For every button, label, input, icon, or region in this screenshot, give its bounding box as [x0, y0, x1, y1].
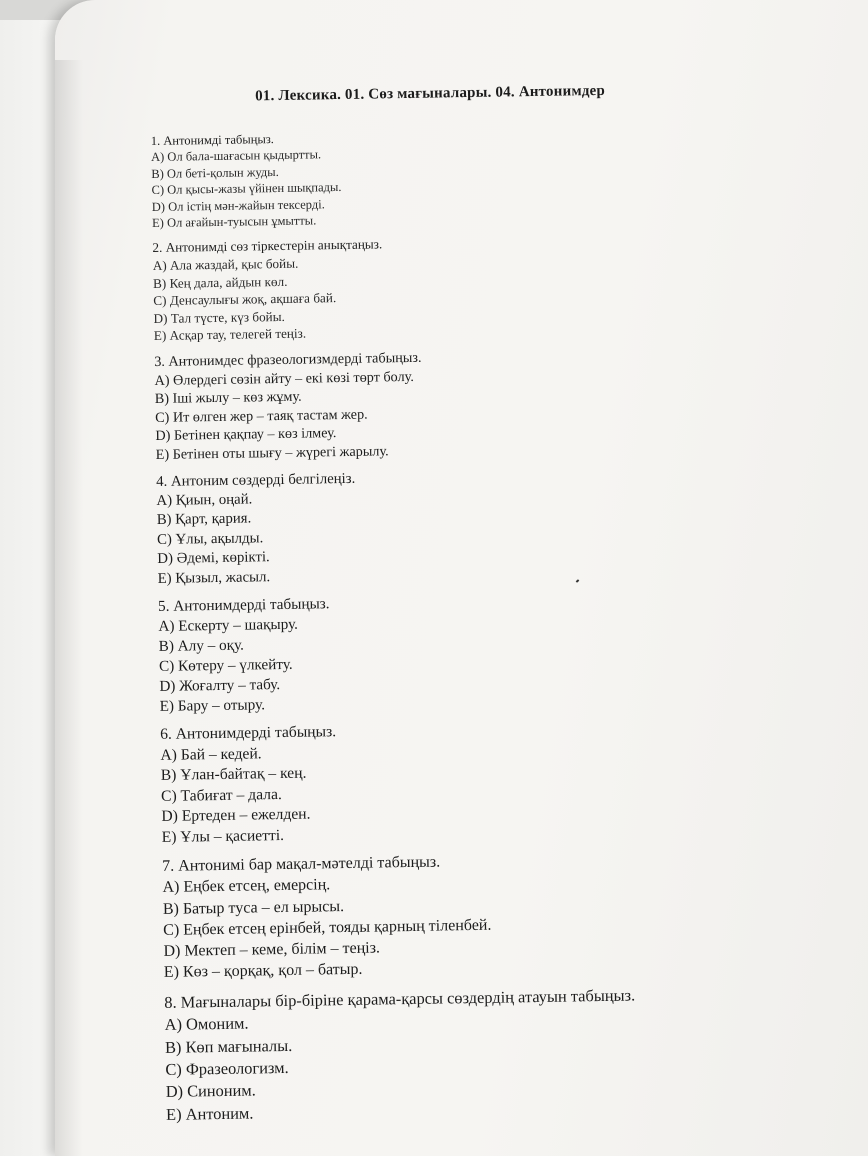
answer-option: C) Ұлы, ақылды.: [156, 530, 264, 548]
page-title: 01. Лексика. 01. Сөз мағыналары. 04. Антонимдер: [255, 82, 606, 105]
page-gutter-shadow: [55, 60, 83, 1156]
answer-option: B) Көп мағыналы.: [164, 1035, 293, 1057]
question-stem: 2. Антонимді сөз тіркестерін анықтаңыз.: [152, 236, 383, 256]
question-stem: 1. Антонимді табыңыз.: [150, 132, 274, 148]
question-stem: 7. Антонимі бар мақал-мәтелді табыңыз.: [162, 853, 441, 875]
answer-option: C) Ол қысы-жазы үйінен шықпады.: [151, 180, 342, 198]
answer-option: A) Өлердегі сөзін айту – екі көзі төрт болу.: [154, 368, 414, 389]
answer-option: E) Ол ағайын-туысын ұмытты.: [151, 213, 317, 231]
answer-option: C) Фразеологизм.: [165, 1057, 289, 1079]
answer-option: B) Алу – оқу.: [158, 636, 245, 655]
question-5: [158, 586, 860, 717]
question-3: [154, 342, 856, 465]
answer-option: E) Қызыл, жасыл.: [157, 568, 271, 587]
answer-option: A) Бай – кедей.: [160, 744, 262, 764]
answer-option: C) Денсаулығы жоқ, ақшаға бай.: [153, 290, 337, 309]
answer-option: D) Жоғалту – табу.: [159, 676, 281, 695]
answer-option: C) Көтеру – үлкейту.: [158, 655, 293, 675]
answer-option: A) Қиын, оңай.: [156, 491, 253, 509]
question-stem: 5. Антонимдерді табыңыз.: [157, 595, 330, 615]
answer-option: B) Іші жылу – көз жұму.: [154, 388, 302, 408]
answer-option: D) Синоним.: [165, 1080, 256, 1102]
question-stem: 3. Антонимдес фразеологизмдерді табыңыз.: [154, 349, 422, 370]
question-stem: 4. Антоним сөздерді белгілеңіз.: [156, 470, 356, 490]
question-8: [164, 981, 866, 1126]
page-content: [150, 79, 866, 1134]
answer-option: E) Ұлы – қасиетті.: [161, 826, 285, 846]
answer-option: D) Тал түсте, күз бойы.: [153, 308, 285, 326]
question-stem: 8. Мағыналары бір-біріне қарама-қарсы сөздердің атауын табыңыз.: [164, 985, 636, 1012]
answer-option: A) Омоним.: [164, 1013, 249, 1035]
answer-option: B) Ол беті-қолын жуды.: [151, 164, 279, 181]
answer-option: D) Әдемі, көрікті.: [157, 549, 270, 568]
answer-option: E) Көз – қорқақ, қол – батыр.: [163, 961, 363, 982]
answer-option: B) Қарт, қария.: [156, 510, 252, 529]
question-1: [151, 122, 852, 231]
answer-option: E) Антоним.: [165, 1103, 254, 1124]
answer-option: A) Еңбек етсең, емерсің.: [162, 876, 331, 897]
answer-option: E) Бару – отыру.: [159, 696, 266, 715]
answer-option: D) Ол істің мән-жайын тексерді.: [151, 196, 325, 214]
question-2: [152, 228, 854, 345]
answer-option: C) Табиғат – дала.: [160, 785, 282, 805]
answer-option: B) Ұлан-байтақ – кең.: [160, 764, 307, 784]
answer-option: A) Ол бала-шағасын қыдыртты.: [150, 147, 322, 165]
answer-option: B) Батыр туса – ел ырысы.: [162, 897, 345, 918]
question-4: [156, 462, 858, 589]
answer-option: A) Ескерту – шақыру.: [158, 615, 299, 635]
answer-option: E) Асқар тау, телегей теңіз.: [153, 325, 307, 344]
question-6: [160, 714, 862, 848]
question-stem: 6. Антонимдерді табыңыз.: [159, 723, 337, 743]
answer-option: E) Бетінен оты шығу – жүрегі жарылу.: [155, 443, 389, 463]
answer-option: D) Мектеп – кеме, білім – теңіз.: [163, 939, 381, 961]
answer-option: A) Ала жаздай, қыс бойы.: [152, 255, 299, 274]
answer-option: D) Бетінен қақпау – көз ілмеу.: [155, 425, 337, 445]
answer-option: B) Кең дала, айдын көл.: [152, 273, 288, 291]
answer-option: D) Ертеден – ежелден.: [161, 805, 311, 825]
answer-option: C) Еңбек етсең ерінбей, тояды қарның тіленбей.: [163, 916, 492, 939]
question-7: [162, 845, 864, 984]
answer-option: C) Ит өлген жер – таяқ тастам жер.: [155, 406, 368, 426]
